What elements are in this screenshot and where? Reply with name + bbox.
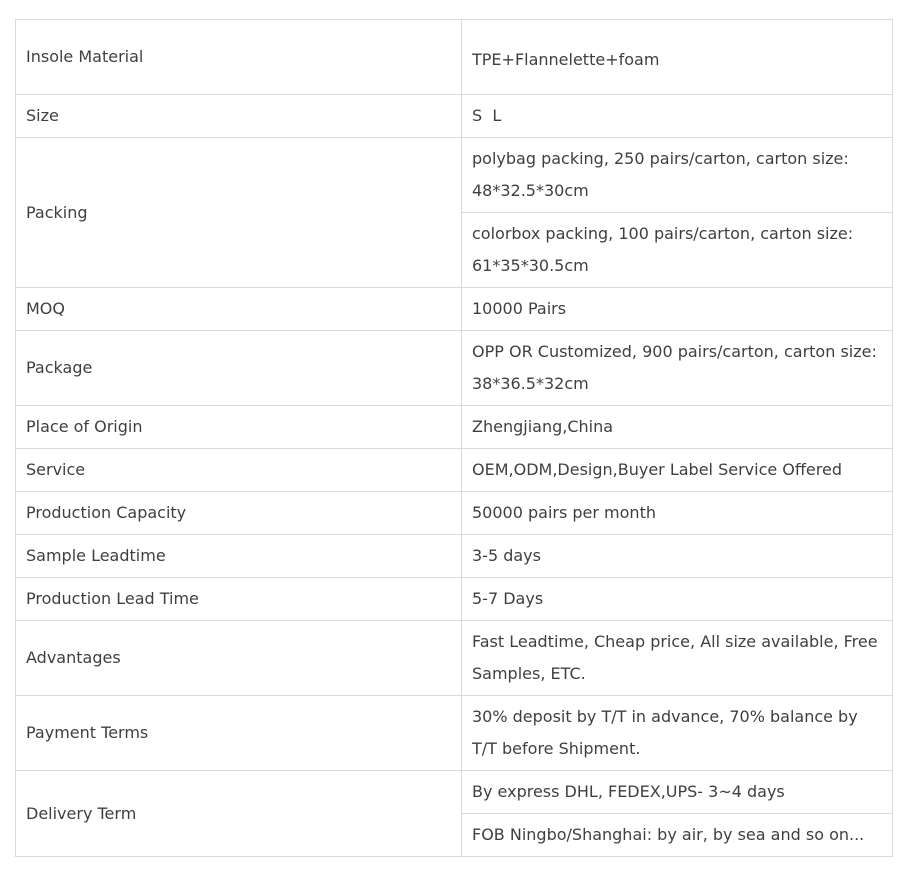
row-value-size [462,95,893,138]
row-value-sample-leadtime: 3-5 days [462,535,893,578]
row-label-production-capacity: Production Capacity [16,492,462,535]
size-value-text: S L [472,106,502,125]
table-row [16,492,893,535]
table-row [16,449,893,492]
row-value-insole-material: TPE+Flannelette+foam [462,20,893,95]
table-row [16,95,893,138]
table-row [16,331,893,406]
row-value-delivery-fob: FOB Ningbo/Shanghai: by air, by sea and so on... [462,814,893,857]
table-row [16,535,893,578]
row-label-moq: MOQ [16,288,462,331]
row-value-delivery-express: By express DHL, FEDEX,UPS- 3~4 days [462,771,893,814]
table-row [16,406,893,449]
row-label-package: Package [16,331,462,406]
row-label-size: Size [16,95,462,138]
row-label-packing: Packing [16,138,462,288]
row-label-advantages: Advantages [16,621,462,696]
table-row [16,138,893,213]
row-value-place-of-origin: Zhengjiang,China [462,406,893,449]
table-row [16,621,893,696]
row-value-moq: 10000 Pairs [462,288,893,331]
row-label-production-lead-time: Production Lead Time [16,578,462,621]
row-label-sample-leadtime: Sample Leadtime [16,535,462,578]
table-row [16,578,893,621]
product-spec-table [15,19,893,857]
row-label-insole-material: Insole Material [16,20,462,95]
row-value-payment-terms: 30% deposit by T/T in advance, 70% balance by T/T before Shipment. [462,696,893,771]
table-row [16,696,893,771]
row-value-production-lead-time: 5-7 Days [462,578,893,621]
row-value-advantages: Fast Leadtime, Cheap price, All size available, Free Samples, ETC. [462,621,893,696]
row-label-service: Service [16,449,462,492]
row-label-delivery-term: Delivery Term [16,771,462,857]
row-value-service: OEM,ODM,Design,Buyer Label Service Offered [462,449,893,492]
table-row [16,20,893,95]
row-value-packing-colorbox: colorbox packing, 100 pairs/carton, carton size: 61*35*30.5cm [462,213,893,288]
row-value-production-capacity: 50000 pairs per month [462,492,893,535]
row-value-package: OPP OR Customized, 900 pairs/carton, carton size: 38*36.5*32cm [462,331,893,406]
row-label-place-of-origin: Place of Origin [16,406,462,449]
table-row [16,288,893,331]
row-value-packing-polybag: polybag packing, 250 pairs/carton, carton size: 48*32.5*30cm [462,138,893,213]
row-label-payment-terms: Payment Terms [16,696,462,771]
table-row [16,771,893,814]
